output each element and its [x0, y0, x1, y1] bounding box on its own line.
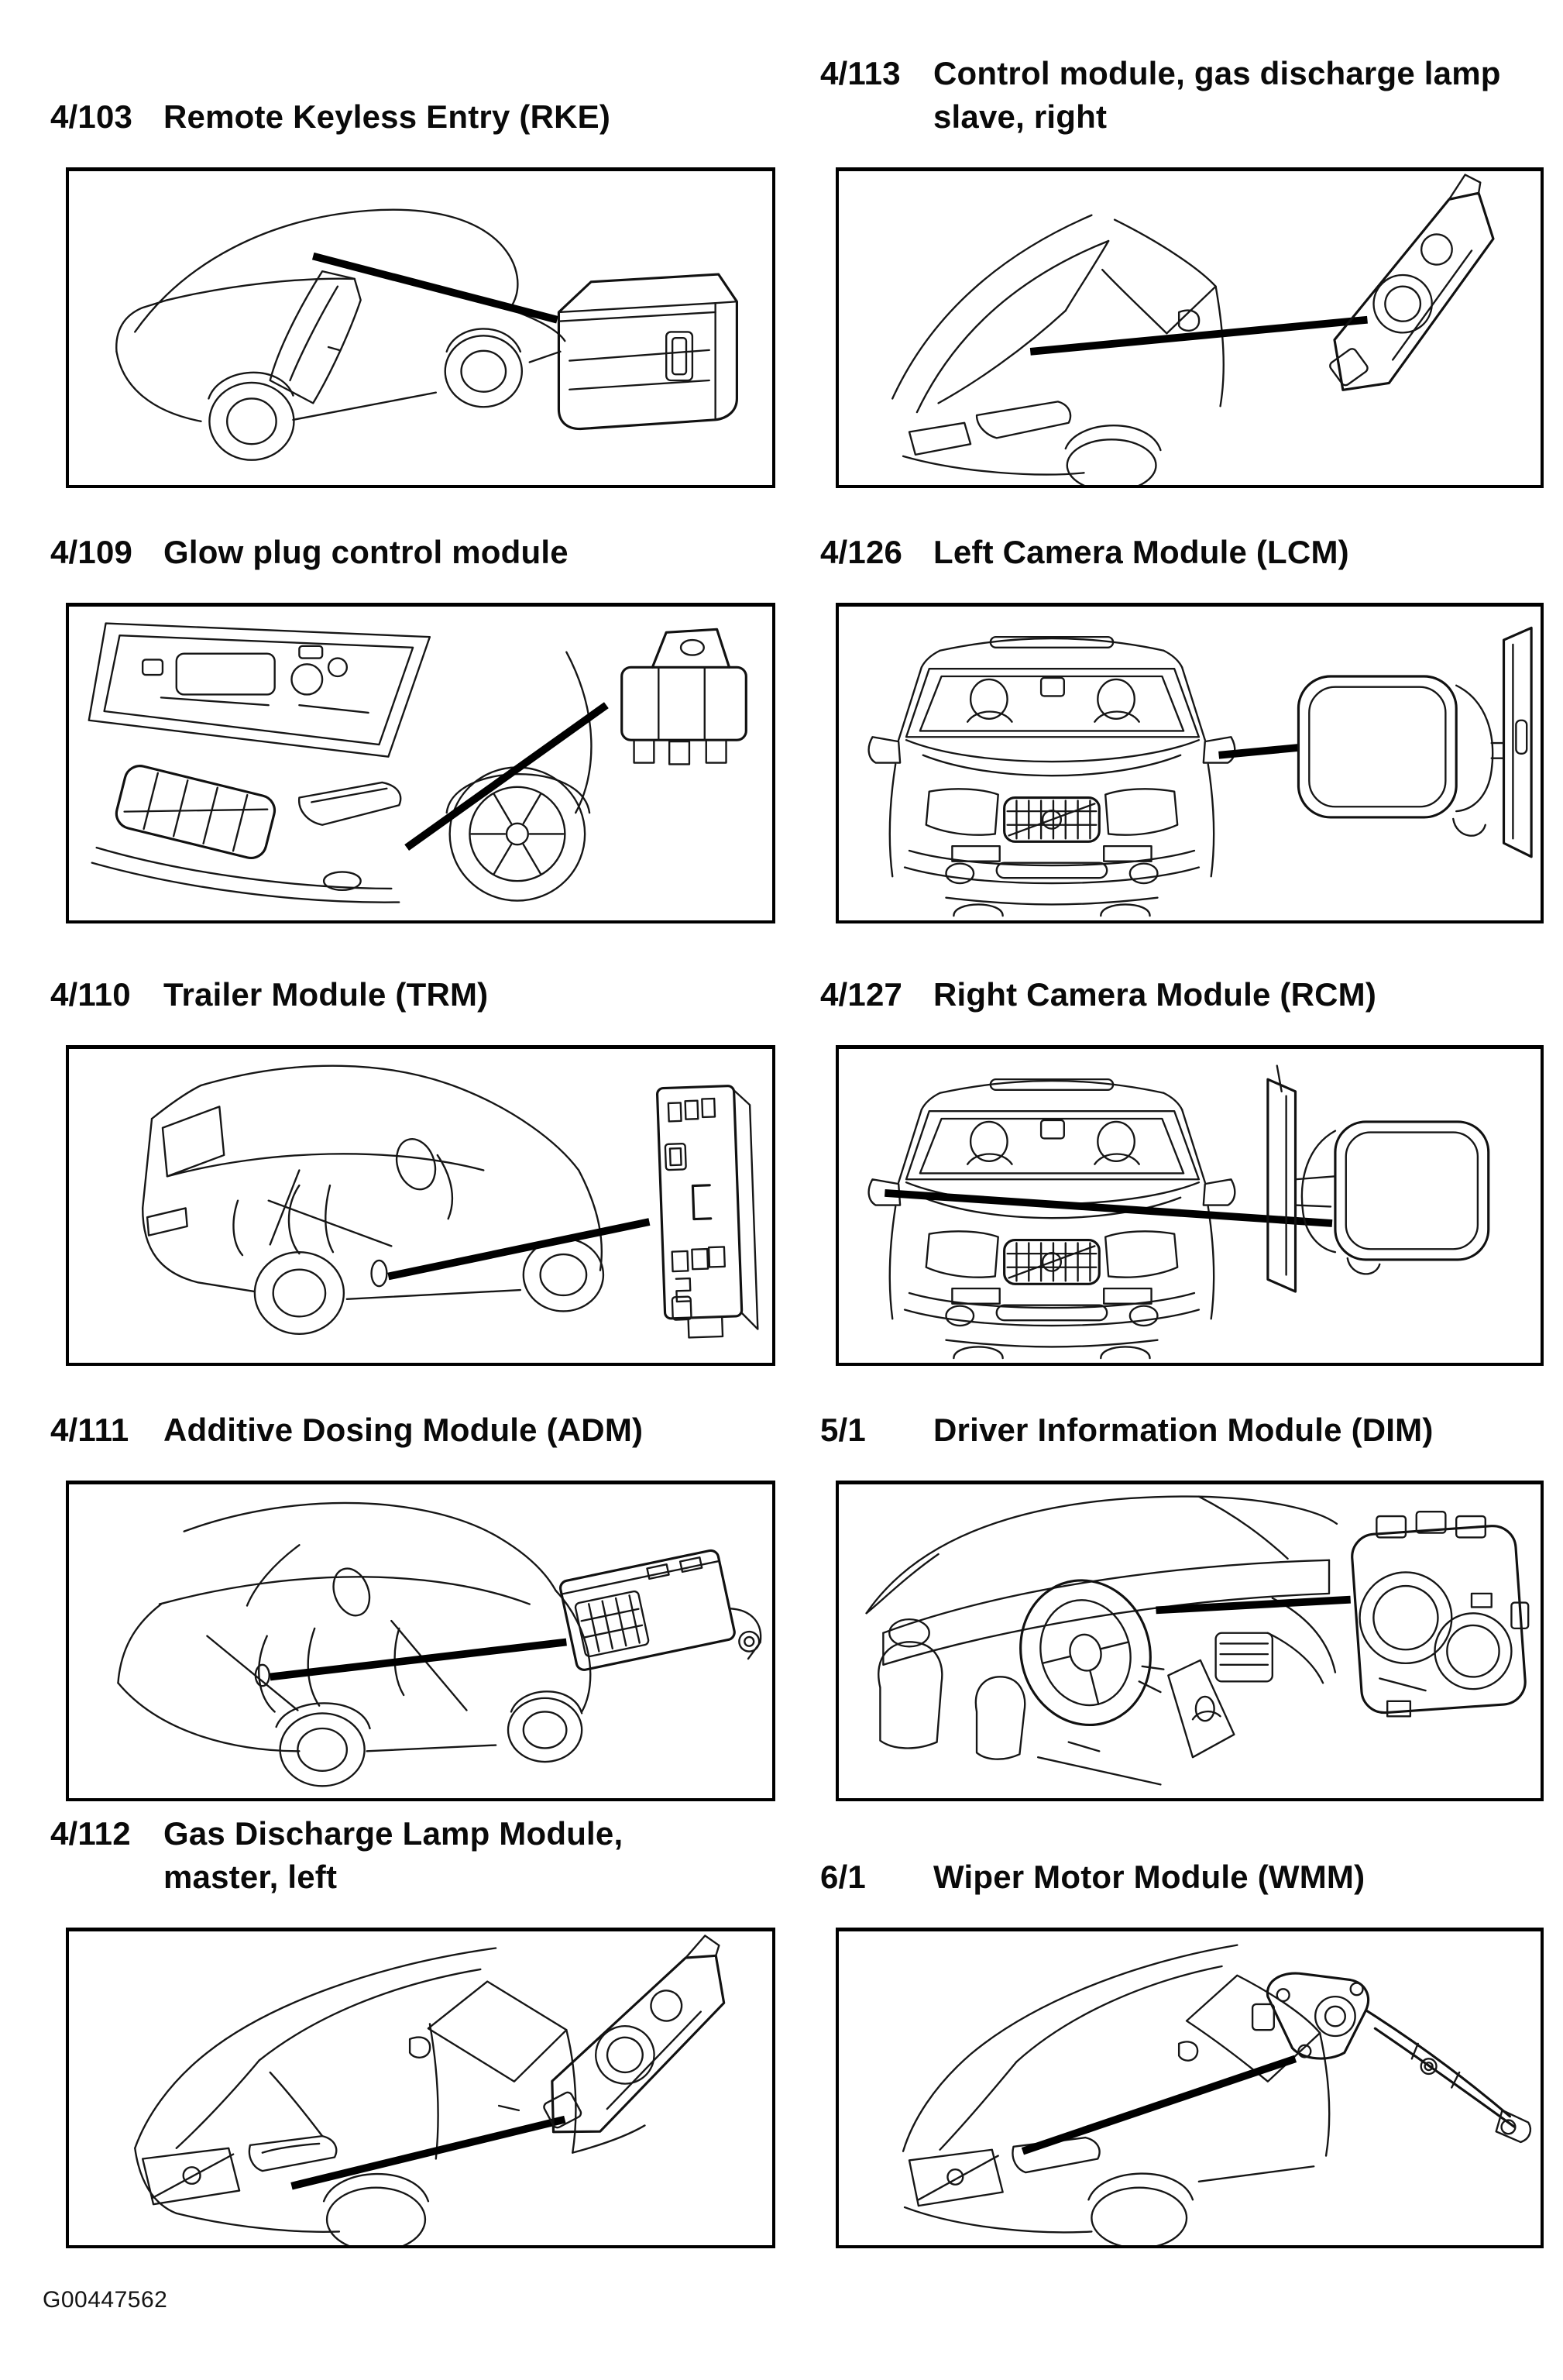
- wmm-illustration: [839, 1931, 1541, 2245]
- car-drawing: [867, 1497, 1337, 1785]
- section-title: [163, 531, 775, 573]
- section-4-127: [820, 923, 1544, 1366]
- figure-box: [836, 1481, 1544, 1801]
- section-ref: 6/1: [820, 1858, 866, 1895]
- car-drawing: [89, 624, 592, 903]
- title-line: Additive Dosing Module (ADM): [163, 1411, 644, 1448]
- trm-illustration: [69, 1049, 772, 1363]
- section-ref: 4/112: [50, 1815, 131, 1852]
- title-line: Right Camera Module (RCM): [933, 975, 1376, 1013]
- glow-plug-illustration: [69, 607, 772, 920]
- figure-code: G00447562: [43, 2287, 168, 2313]
- section-title: [163, 1812, 775, 1898]
- callout-line: [291, 2120, 565, 2186]
- title-line: Trailer Module (TRM): [163, 975, 489, 1013]
- adm-illustration: [69, 1484, 772, 1798]
- gdl-slave-right-illustration: [839, 171, 1541, 485]
- section-header: [820, 531, 1544, 573]
- section-4-111: [50, 1366, 775, 1801]
- callout-line: [313, 256, 557, 320]
- title-line: Control module, gas discharge lamp: [933, 55, 1501, 92]
- section-ref: 5/1: [820, 1411, 866, 1448]
- rcm-illustration: [839, 1049, 1541, 1363]
- title-line: master, left: [163, 1858, 338, 1895]
- section-ref: 4/111: [50, 1411, 129, 1448]
- section-header: [50, 1408, 775, 1451]
- section-4-103: [50, 0, 775, 488]
- module-drawing: [1268, 1066, 1489, 1292]
- section-title: [933, 531, 1544, 573]
- lcm-illustration: [839, 607, 1541, 920]
- section-header: [820, 1856, 1544, 1898]
- title-line: Driver Information Module (DIM): [933, 1411, 1434, 1448]
- section-ref: 4/113: [820, 55, 901, 92]
- section-title: [933, 1408, 1544, 1451]
- figure-box: [66, 1481, 775, 1801]
- figure-box: [66, 1928, 775, 2248]
- section-ref: 4/127: [820, 975, 903, 1013]
- callout-line: [1156, 1600, 1350, 1611]
- section-header: [50, 973, 775, 1016]
- module-drawing: [1298, 628, 1531, 856]
- section-ref: 4/126: [820, 533, 903, 570]
- callout-line: [388, 1222, 649, 1276]
- car-drawing: [869, 1079, 1235, 1358]
- figure-box: [836, 1045, 1544, 1366]
- car-drawing: [869, 637, 1235, 916]
- title-line: Left Camera Module (LCM): [933, 533, 1349, 570]
- gdl-master-left-illustration: [69, 1931, 772, 2245]
- section-title: [163, 973, 775, 1016]
- rke-illustration: [69, 171, 772, 485]
- title-line: Remote Keyless Entry (RKE): [163, 98, 611, 135]
- section-6-1: [820, 1801, 1544, 2248]
- section-title: [163, 1408, 775, 1451]
- car-drawing: [903, 1945, 1329, 2245]
- section-header: [820, 973, 1544, 1016]
- section-ref: 4/109: [50, 533, 133, 570]
- title-line: slave, right: [933, 98, 1108, 135]
- figure-box: [66, 1045, 775, 1366]
- section-title: [933, 973, 1544, 1016]
- section-header: [820, 1408, 1544, 1451]
- title-line: Gas Discharge Lamp Module,: [163, 1815, 623, 1852]
- callout-line: [270, 1642, 567, 1677]
- section-5-1: [820, 1366, 1544, 1801]
- module-drawing: [1282, 171, 1541, 408]
- figure-box: [66, 603, 775, 923]
- section-title: [933, 1856, 1544, 1898]
- section-header: [820, 52, 1544, 138]
- module-drawing: [657, 1085, 757, 1339]
- module-drawing: [1351, 1512, 1528, 1716]
- dim-illustration: [839, 1484, 1541, 1798]
- callout-line: [885, 1193, 1332, 1223]
- title-line: Wiper Motor Module (WMM): [933, 1858, 1365, 1895]
- car-drawing: [116, 210, 565, 460]
- figure-box: [836, 167, 1544, 488]
- section-title: [933, 52, 1544, 138]
- callout-line: [1219, 748, 1299, 755]
- section-ref: 4/103: [50, 98, 133, 135]
- section-4-110: [50, 923, 775, 1366]
- car-drawing: [143, 1066, 603, 1334]
- title-line: Glow plug control module: [163, 533, 569, 570]
- section-ref: 4/110: [50, 975, 131, 1013]
- section-4-112: [50, 1801, 775, 2248]
- figure-box: [836, 603, 1544, 923]
- section-4-113: [820, 0, 1544, 488]
- figure-box: [66, 167, 775, 488]
- figure-box: [836, 1928, 1544, 2248]
- module-drawing: [622, 629, 747, 764]
- module-drawing: [558, 274, 737, 429]
- section-4-126: [820, 488, 1544, 923]
- section-header: [50, 531, 775, 573]
- module-drawing: [504, 1932, 771, 2151]
- callout-line: [1022, 2058, 1295, 2151]
- section-title: [163, 95, 775, 138]
- car-drawing: [135, 1948, 644, 2245]
- section-header: [50, 95, 775, 138]
- section-header: [50, 1812, 775, 1898]
- section-4-109: [50, 488, 775, 923]
- callout-line: [407, 705, 606, 848]
